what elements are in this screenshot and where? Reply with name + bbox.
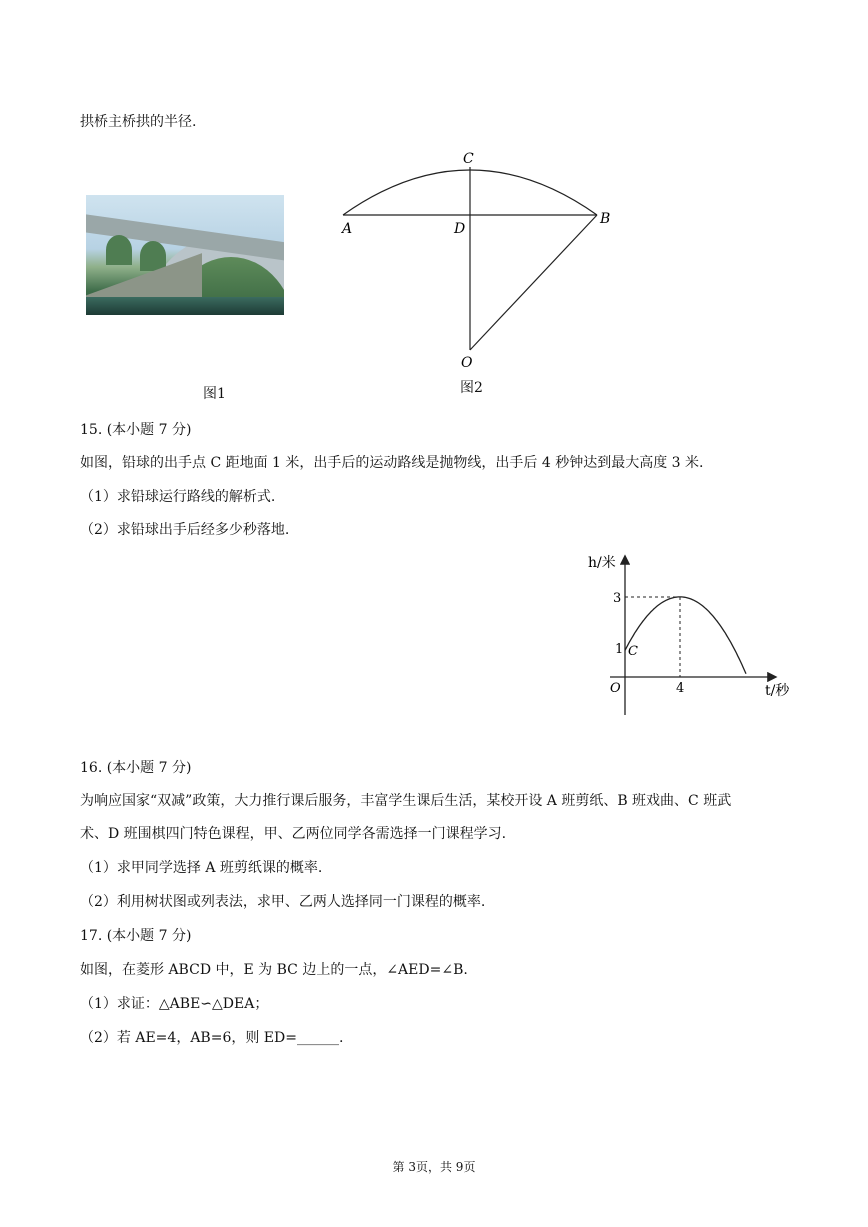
q17-stem: 如图，在菱形 ABCD 中，E 为 BC 边上的一点，∠AED=∠B. [80, 962, 468, 978]
intro-line: 拱桥主桥拱的半径. [80, 114, 197, 130]
y-tick-3: 3 [613, 591, 622, 606]
q17-header: 17. (本小题 7 分) [80, 928, 192, 944]
q15-stem: 如图，铅球的出手点 C 距地面 1 米，出手后的运动路线是抛物线，出手后 4 秒钟达到最大高度 3 米. [80, 455, 704, 471]
y-axis-label: h/米 [588, 555, 616, 571]
parabola-curve [625, 597, 746, 674]
q16-header: 16. (本小题 7 分) [80, 760, 192, 776]
x-axis-label: t/秒 [765, 683, 790, 699]
q16-stem-line2: 术、D 班围棋四门特色课程，甲、乙两位同学各需选择一门课程学习. [80, 826, 507, 842]
label-o: O [461, 355, 473, 371]
q15-part1: （1）求铅球运行路线的解析式. [80, 489, 276, 505]
arch-diagram [330, 145, 630, 375]
trajectory-graph [580, 545, 805, 725]
q16-stem-line1: 为响应国家“双减”政策，大力推行课后服务，丰富学生课后生活，某校开设 A 班剪纸、B 班戏曲、C 班武 [80, 793, 732, 809]
line-ob [470, 215, 597, 350]
figure1-caption: 图1 [203, 386, 226, 402]
figure2-caption: 图2 [460, 380, 483, 396]
q15-part2: （2）求铅球出手后经多少秒落地. [80, 522, 290, 538]
q16-part1: （1）求甲同学选择 A 班剪纸课的概率. [80, 860, 323, 876]
bridge-photo [86, 195, 284, 315]
y-tick-1: 1 [615, 642, 624, 657]
label-c: C [463, 151, 474, 167]
label-d: D [454, 221, 466, 237]
page-footer: 第 3页，共 9页 [392, 1160, 476, 1174]
origin-label: O [610, 681, 621, 696]
q16-part2: （2）利用树状图或列表法，求甲、乙两人选择同一门课程的概率. [80, 894, 486, 910]
q15-header: 15. (本小题 7 分) [80, 422, 192, 438]
label-b: B [600, 211, 611, 227]
point-c-label: C [628, 644, 638, 659]
x-tick-4: 4 [676, 681, 685, 696]
label-a: A [342, 221, 353, 237]
q17-part1: （1）求证：△ABE∽△DEA； [80, 996, 269, 1012]
q17-part2: （2）若 AE=4，AB=6，则 ED=______. [80, 1030, 344, 1046]
